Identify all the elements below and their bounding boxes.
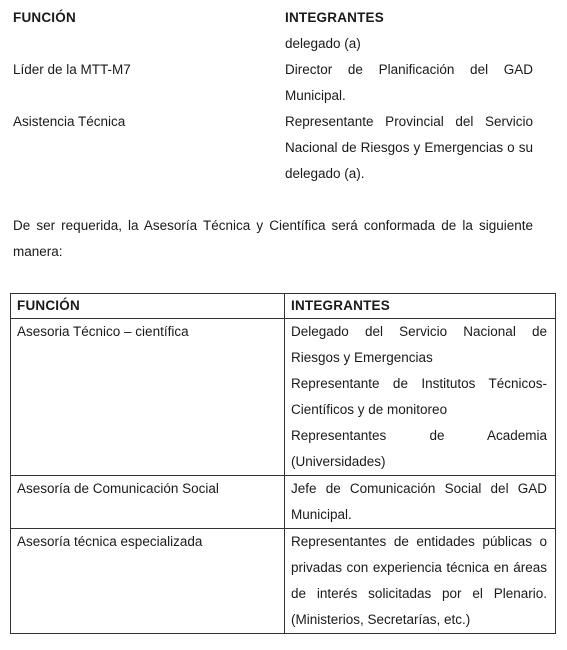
top-funcion-column	[13, 5, 263, 135]
integrantes-line: Jefe de Comunicación Social del GAD	[291, 481, 547, 496]
top-continuation-line: delegado (a)	[285, 36, 361, 51]
top-row-asistencia-integrantes-line2: Nacional de Riesgos y Emergencias o su	[285, 140, 533, 155]
table-row	[11, 476, 556, 529]
top-row-lider-integrantes-line2: Municipal.	[285, 88, 346, 103]
table-row	[11, 319, 556, 476]
paragraph-line-1: De ser requerida, la Asesoría Técnica y Científica será conformada de la siguiente	[13, 218, 533, 233]
table-row	[11, 529, 556, 634]
integrantes-line: de interés solicitadas por el Plenario.	[291, 586, 547, 601]
spacer	[13, 31, 263, 57]
integrantes-line: Representante de Institutos Técnicos-	[291, 376, 547, 391]
table-header-row	[11, 294, 556, 319]
top-row-asistencia-integrantes-line3: delegado (a).	[285, 166, 365, 181]
table-cell-integrantes	[285, 476, 556, 529]
paragraph-line-2: manera:	[13, 244, 63, 259]
integrantes-line: (Ministerios, Secretarías, etc.)	[291, 612, 471, 627]
integrantes-line: privadas con experiencia técnica en áreas	[291, 560, 547, 575]
top-header-integrantes: INTEGRANTES	[285, 10, 384, 25]
table-cell-funcion: Asesoría técnica especializada	[11, 529, 285, 634]
intro-paragraph	[13, 213, 533, 265]
top-row-asistencia-integrantes-line1: Representante Provincial del Servicio	[285, 114, 533, 129]
top-row-lider-integrantes-line1: Director de Planificación del GAD	[285, 62, 533, 77]
integrantes-line: (Universidades)	[291, 454, 386, 469]
table-cell-integrantes	[285, 319, 556, 476]
integrantes-line: Municipal.	[291, 507, 352, 522]
asesoria-table	[10, 293, 556, 634]
table-cell-integrantes	[285, 529, 556, 634]
table-cell-funcion: Asesoría de Comunicación Social	[11, 476, 285, 529]
table-cell-funcion: Asesoria Técnico – científica	[11, 319, 285, 476]
top-row-asistencia-funcion: Asistencia Técnica	[13, 114, 126, 129]
top-row-lider-funcion: Líder de la MTT-M7	[13, 62, 131, 77]
integrantes-line: Representantes de entidades públicas o	[291, 534, 547, 549]
spacer	[13, 83, 263, 109]
table-header-integrantes: INTEGRANTES	[285, 294, 556, 319]
integrantes-line: Delegado del Servicio Nacional de	[291, 324, 547, 339]
integrantes-line: Riesgos y Emergencias	[291, 350, 433, 365]
top-header-funcion: FUNCIÓN	[13, 10, 76, 25]
top-integrantes-column	[285, 5, 533, 187]
integrantes-line: Científicos y de monitoreo	[291, 402, 448, 417]
table-header-funcion: FUNCIÓN	[11, 294, 285, 319]
integrantes-line: Representantes de Academia	[291, 428, 547, 443]
